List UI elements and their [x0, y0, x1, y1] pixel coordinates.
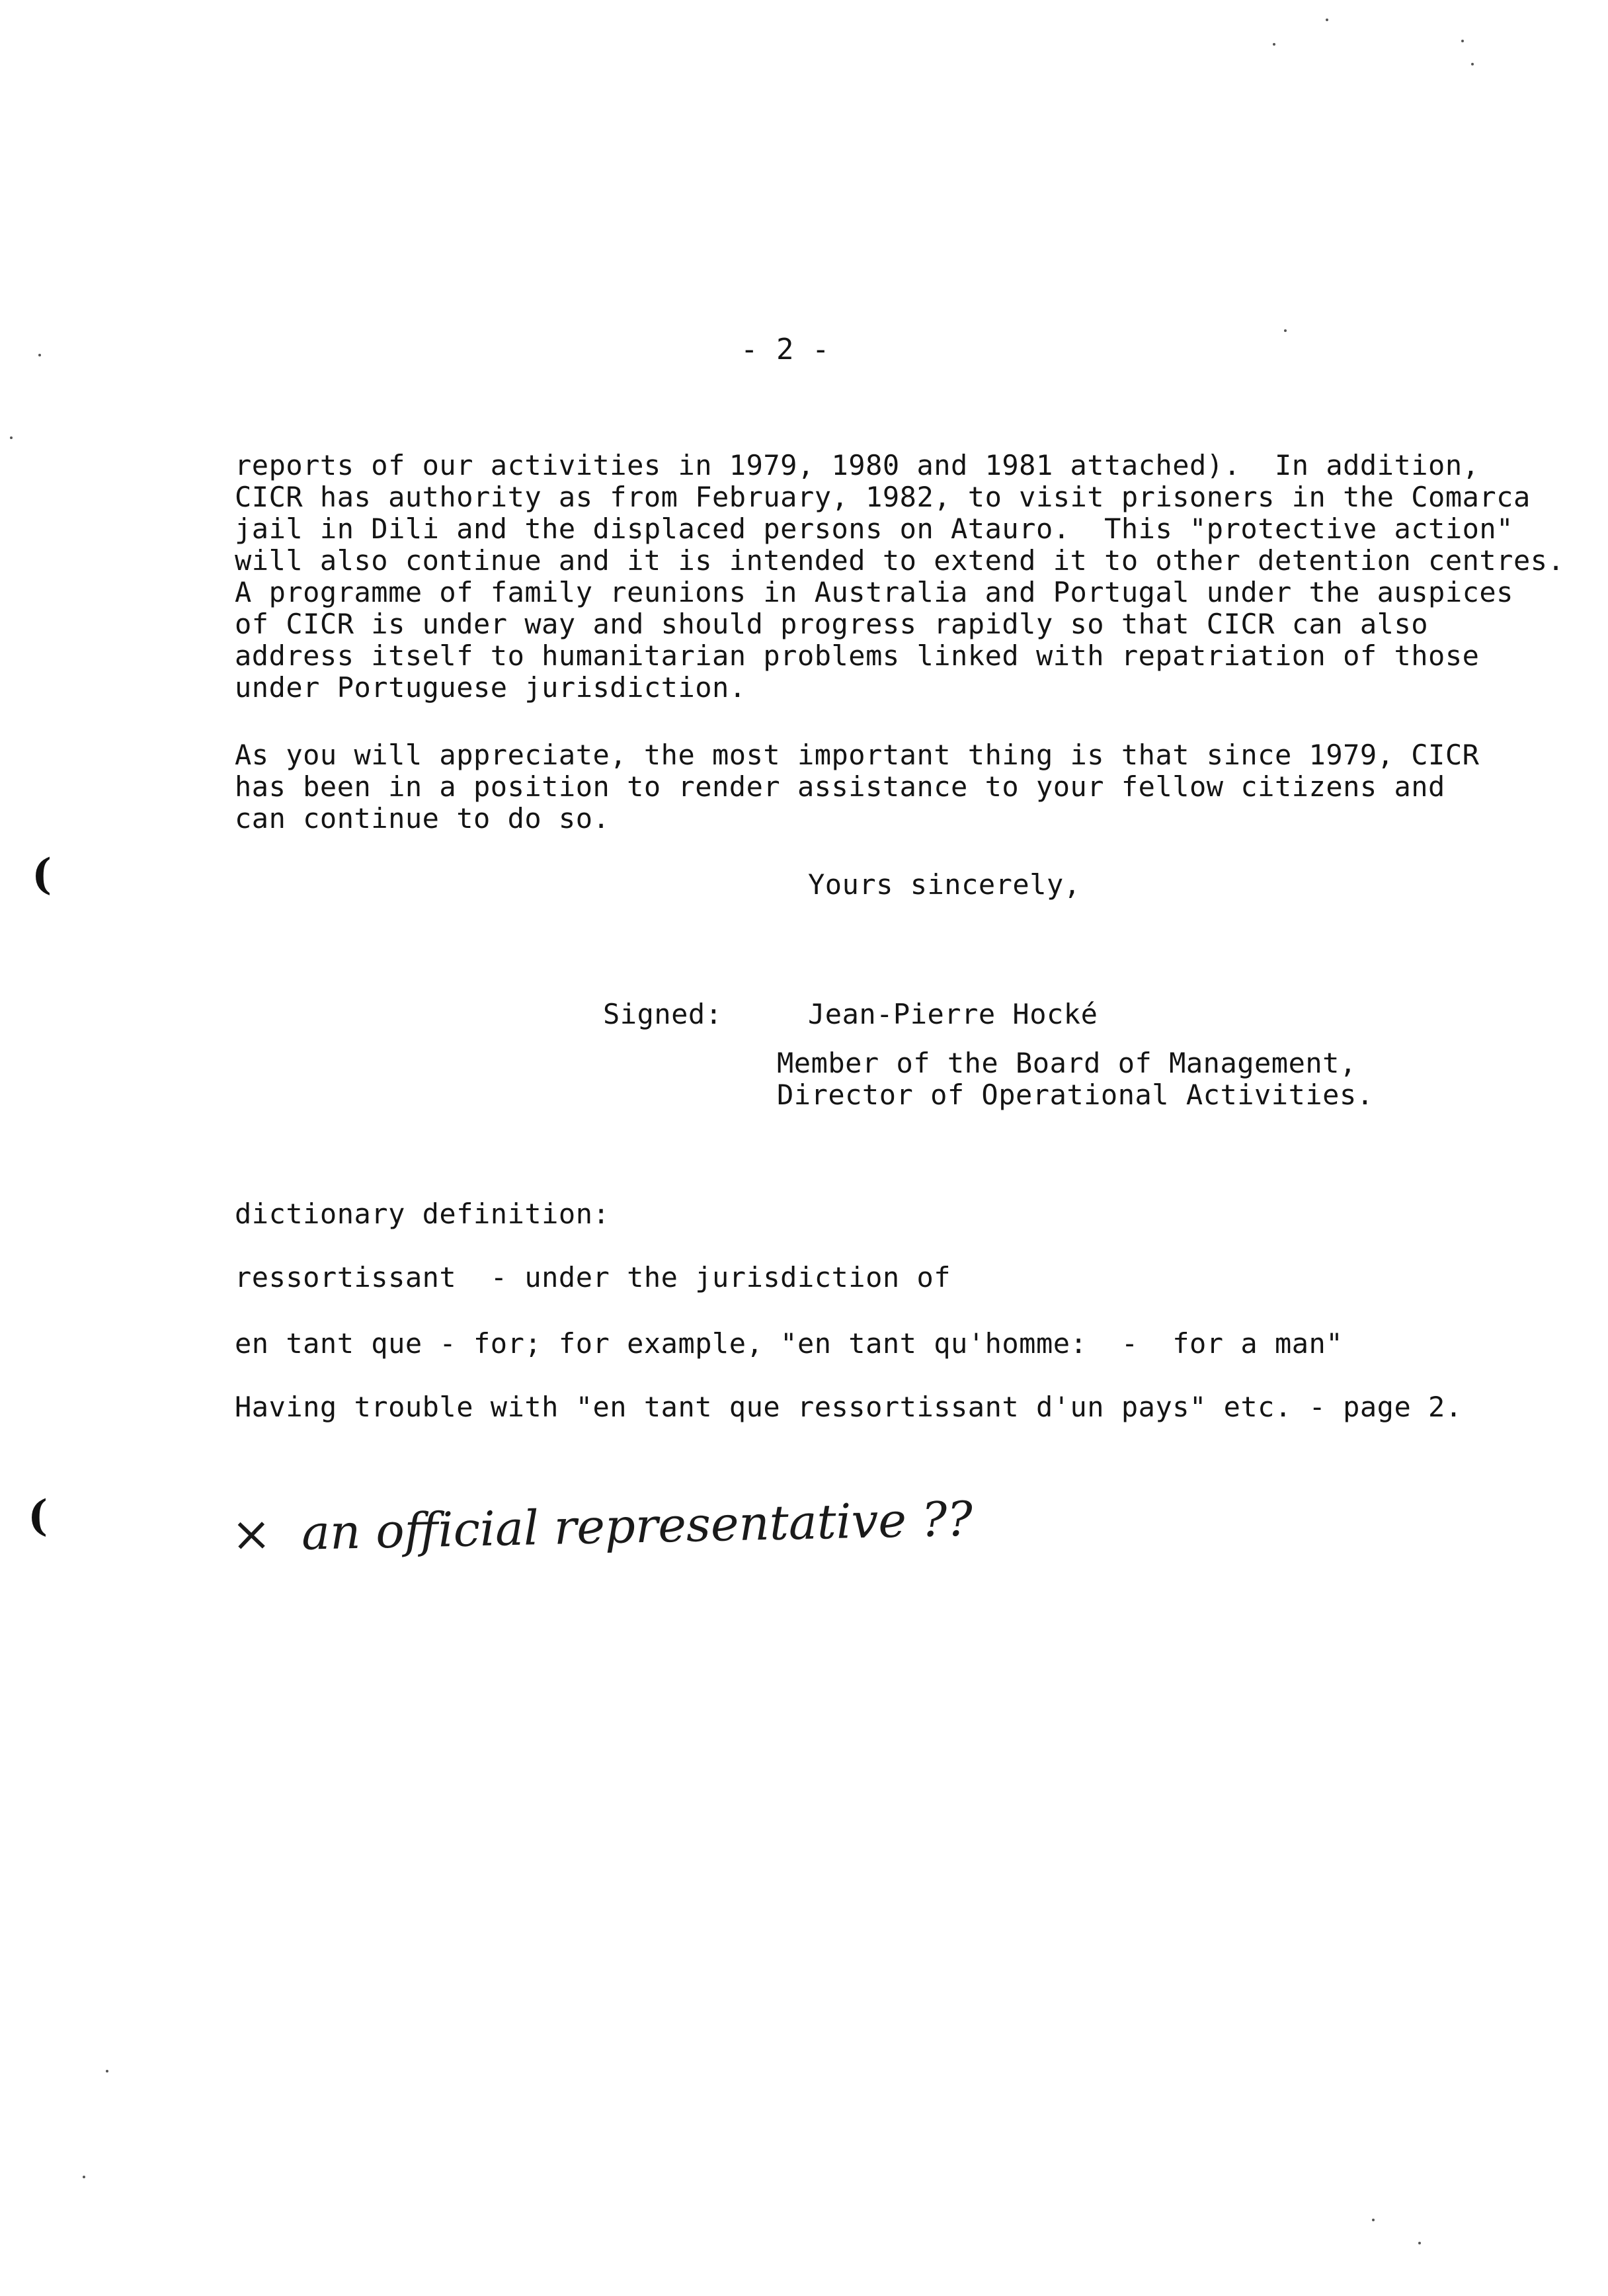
margin-mark: (	[32, 850, 52, 899]
body-line: As you will appreciate, the most important thing is that since 1979, CICR	[235, 739, 1480, 771]
speck	[1461, 40, 1464, 42]
speck	[83, 2176, 85, 2178]
closing: Yours sincerely,	[808, 868, 1081, 901]
body-line: A programme of family reunions in Australia and Portugal under the auspices	[235, 576, 1513, 608]
speck	[1471, 63, 1474, 65]
body-line: can continue to do so.	[235, 802, 610, 835]
body-line: under Portuguese jurisdiction.	[235, 671, 746, 704]
notes-line: ressortissant - under the jurisdiction of	[235, 1261, 951, 1293]
speck	[1372, 2219, 1375, 2221]
speck	[1326, 19, 1328, 21]
body-line: has been in a position to render assistance to your fellow citizens and	[235, 770, 1445, 803]
speck	[1284, 329, 1287, 332]
signatory-title-line1: Member of the Board of Management,	[777, 1047, 1357, 1079]
speck	[10, 436, 13, 439]
handwritten-note: × an official representative ??	[231, 1491, 973, 1562]
body-line: will also continue and it is intended to extend it to other detention centres.	[235, 544, 1565, 577]
body-line: address itself to humanitarian problems linked with repatriation of those	[235, 639, 1480, 672]
signatory-name: Jean-Pierre Hocké	[808, 998, 1098, 1030]
notes-line: en tant que - for; for example, "en tant qu'homme: - for a man"	[235, 1327, 1344, 1360]
signed-label: Signed:	[603, 998, 723, 1030]
speck	[1418, 2242, 1421, 2244]
notes-line: Having trouble with "en tant que ressortissant d'un pays" etc. - page 2.	[235, 1391, 1463, 1423]
speck	[38, 354, 41, 356]
speck	[106, 2070, 108, 2072]
page-number: - 2 -	[741, 333, 830, 366]
body-line: reports of our activities in 1979, 1980 and 1981 attached). In addition,	[235, 449, 1480, 481]
notes-heading: dictionary definition:	[235, 1198, 610, 1230]
body-line: CICR has authority as from February, 1982, to visit prisoners in the Comarca	[235, 481, 1531, 513]
body-line: of CICR is under way and should progress rapidly so that CICR can also	[235, 608, 1429, 640]
signatory-title-line2: Director of Operational Activities.	[777, 1079, 1374, 1111]
margin-mark: (	[28, 1491, 48, 1541]
body-line: jail in Dili and the displaced persons on Atauro. This "protective action"	[235, 512, 1513, 545]
speck	[1273, 43, 1275, 46]
